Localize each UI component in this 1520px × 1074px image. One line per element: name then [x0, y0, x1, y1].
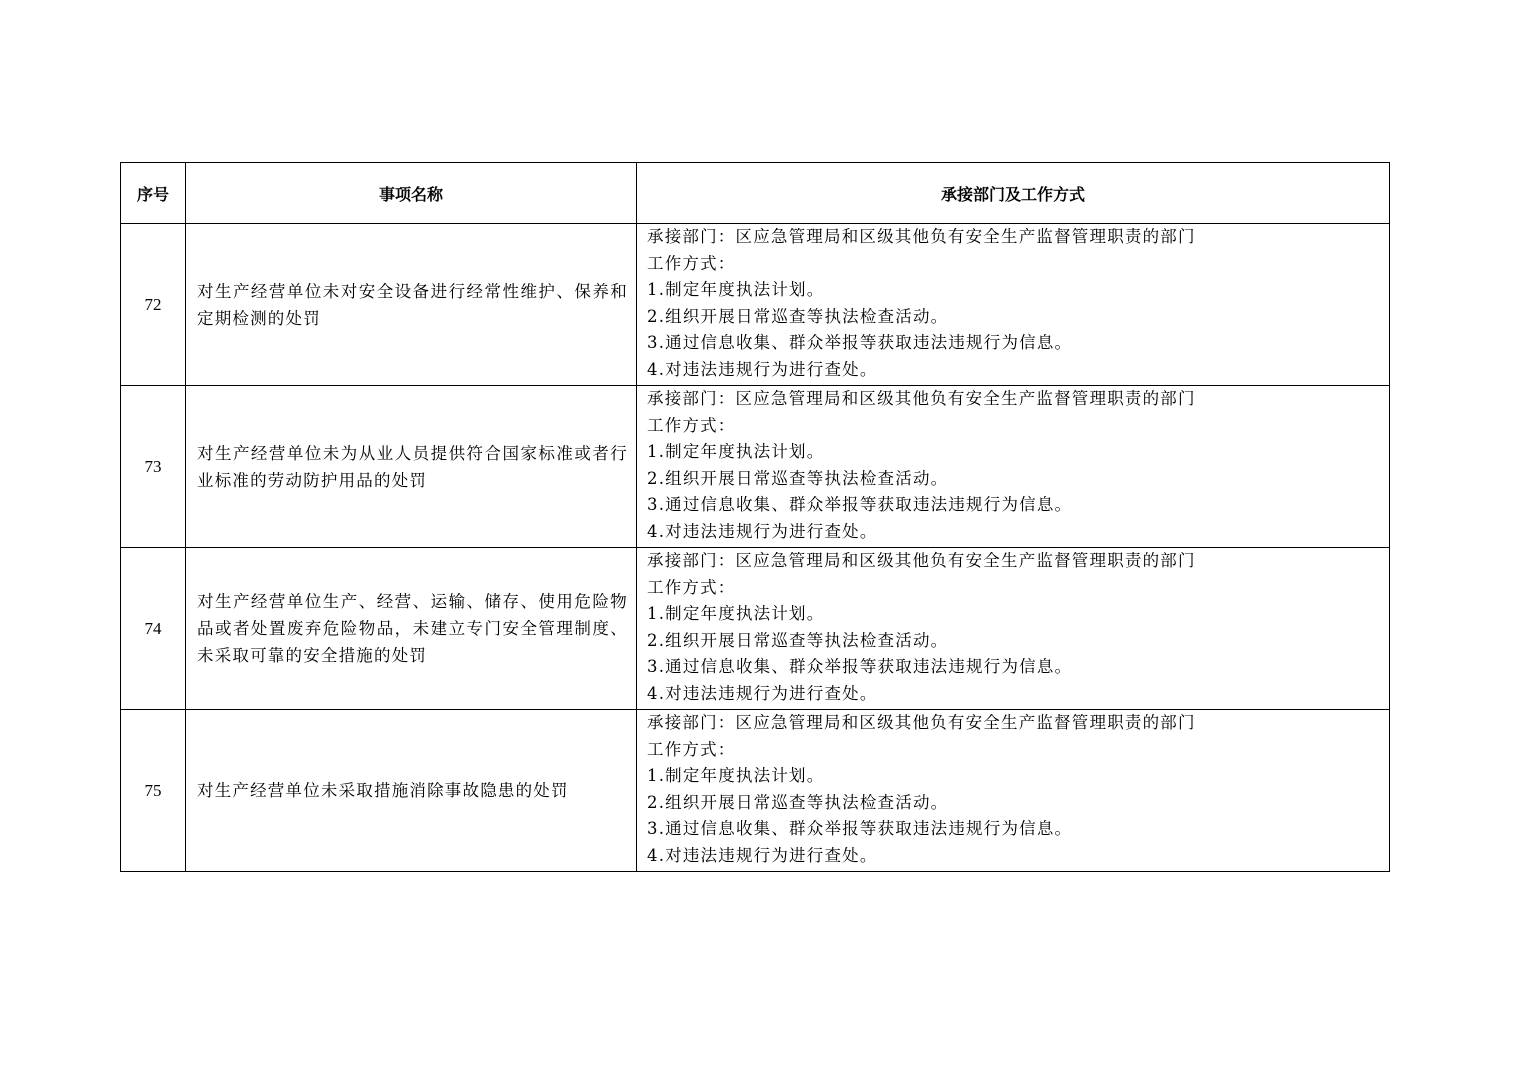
dept-line: 工作方式： [647, 577, 736, 597]
row-seq: 72 [121, 224, 186, 386]
matters-table [120, 162, 1390, 872]
dept-line: 4.对违法违规行为进行查处。 [647, 359, 878, 379]
row-dept [637, 386, 1390, 548]
dept-line: 1.制定年度执法计划。 [647, 280, 825, 299]
dept-line: 3.通过信息收集、群众举报等获取违法违规行为信息。 [647, 657, 1073, 676]
dept-line: 4.对违法违规行为进行查处。 [647, 845, 878, 865]
row-seq: 74 [121, 548, 186, 710]
row-dept [637, 710, 1390, 872]
header-dept: 承接部门及工作方式 [637, 163, 1390, 224]
dept-line: 1.制定年度执法计划。 [647, 442, 825, 461]
dept-line: 工作方式： [647, 415, 736, 435]
dept-line: 2.组织开展日常巡查等执法检查活动。 [647, 306, 949, 326]
row-name: 对生产经营单位未采取措施消除事故隐患的处罚 [186, 710, 637, 872]
row-name: 对生产经营单位未为从业人员提供符合国家标准或者行业标准的劳动防护用品的处罚 [186, 386, 637, 548]
dept-line: 承接部门：区应急管理局和区级其他负有安全生产监督管理职责的部门 [647, 227, 1196, 246]
dept-line: 2.组织开展日常巡查等执法检查活动。 [647, 468, 949, 488]
dept-line: 2.组织开展日常巡查等执法检查活动。 [647, 792, 949, 812]
table-row [121, 548, 1390, 710]
table-row [121, 386, 1390, 548]
dept-line: 1.制定年度执法计划。 [647, 604, 825, 623]
dept-line: 承接部门：区应急管理局和区级其他负有安全生产监督管理职责的部门 [647, 389, 1196, 408]
dept-line: 工作方式： [647, 253, 736, 273]
table-row [121, 224, 1390, 386]
row-seq: 75 [121, 710, 186, 872]
row-name: 对生产经营单位生产、经营、运输、储存、使用危险物品或者处置废弃危险物品，未建立专门安全管理制度、未采取可靠的安全措施的处罚 [186, 548, 637, 710]
table-row [121, 710, 1390, 872]
dept-line: 4.对违法违规行为进行查处。 [647, 521, 878, 541]
dept-line: 3.通过信息收集、群众举报等获取违法违规行为信息。 [647, 333, 1073, 352]
header-name: 事项名称 [186, 163, 637, 224]
row-dept [637, 548, 1390, 710]
header-row [121, 163, 1390, 224]
header-seq: 序号 [121, 163, 186, 224]
dept-line: 承接部门：区应急管理局和区级其他负有安全生产监督管理职责的部门 [647, 713, 1196, 732]
dept-line: 承接部门：区应急管理局和区级其他负有安全生产监督管理职责的部门 [647, 551, 1196, 570]
dept-line: 1.制定年度执法计划。 [647, 766, 825, 785]
dept-line: 3.通过信息收集、群众举报等获取违法违规行为信息。 [647, 495, 1073, 514]
dept-line: 3.通过信息收集、群众举报等获取违法违规行为信息。 [647, 819, 1073, 838]
dept-line: 2.组织开展日常巡查等执法检查活动。 [647, 630, 949, 650]
dept-line: 4.对违法违规行为进行查处。 [647, 683, 878, 703]
row-seq: 73 [121, 386, 186, 548]
row-dept [637, 224, 1390, 386]
row-name: 对生产经营单位未对安全设备进行经常性维护、保养和定期检测的处罚 [186, 224, 637, 386]
dept-line: 工作方式： [647, 739, 736, 759]
